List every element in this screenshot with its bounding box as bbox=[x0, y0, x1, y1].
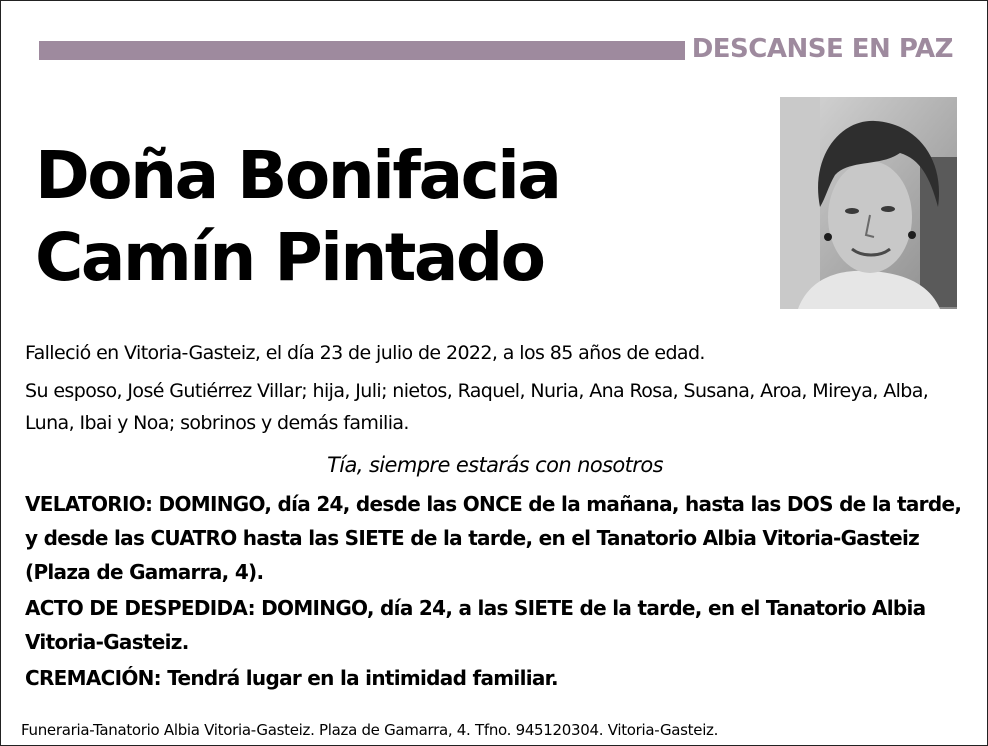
despedida-info: ACTO DE DESPEDIDA: DOMINGO, día 24, a las SIETE de la tarde, en el Tanatorio Albia Vitoria-Gasteiz. bbox=[25, 596, 926, 654]
deceased-name bbox=[35, 135, 559, 299]
name-line-1: Doña Bonifacia bbox=[35, 137, 560, 214]
header-label: DESCANSE EN PAZ bbox=[691, 34, 953, 64]
funeral-home-footer: Funeraria-Tanatorio Albia Vitoria-Gasteiz. Plaza de Gamarra, 4. Tfno. 945120304. Vitoria-Gasteiz. bbox=[21, 721, 719, 739]
portrait-photo bbox=[780, 97, 957, 309]
quote: Tía, siempre estarás con nosotros bbox=[327, 453, 663, 477]
death-notice: Falleció en Vitoria-Gasteiz, el día 23 de julio de 2022, a los 85 años de edad. bbox=[25, 342, 705, 364]
portrait-image bbox=[780, 97, 957, 309]
family-list: Su esposo, José Gutiérrez Villar; hija, Juli; nietos, Raquel, Nuria, Ana Rosa, Susana, Aroa, Mireya, Alba, Luna, Ibai y Noa; sobrinos y demás familia. bbox=[25, 380, 929, 434]
cremacion-info: CREMACIÓN: Tendrá lugar en la intimidad familiar. bbox=[25, 666, 558, 690]
velatorio-info: VELATORIO: DOMINGO, día 24, desde las ONCE de la mañana, hasta las DOS de la tarde, y desde las CUATRO hasta las SIETE de la tarde, en el Tanatorio Albia Vitoria-Gasteiz (Plaza de Gamarra, 4). bbox=[25, 492, 962, 584]
header-bar bbox=[39, 41, 685, 60]
name-line-2: Camín Pintado bbox=[35, 219, 544, 296]
